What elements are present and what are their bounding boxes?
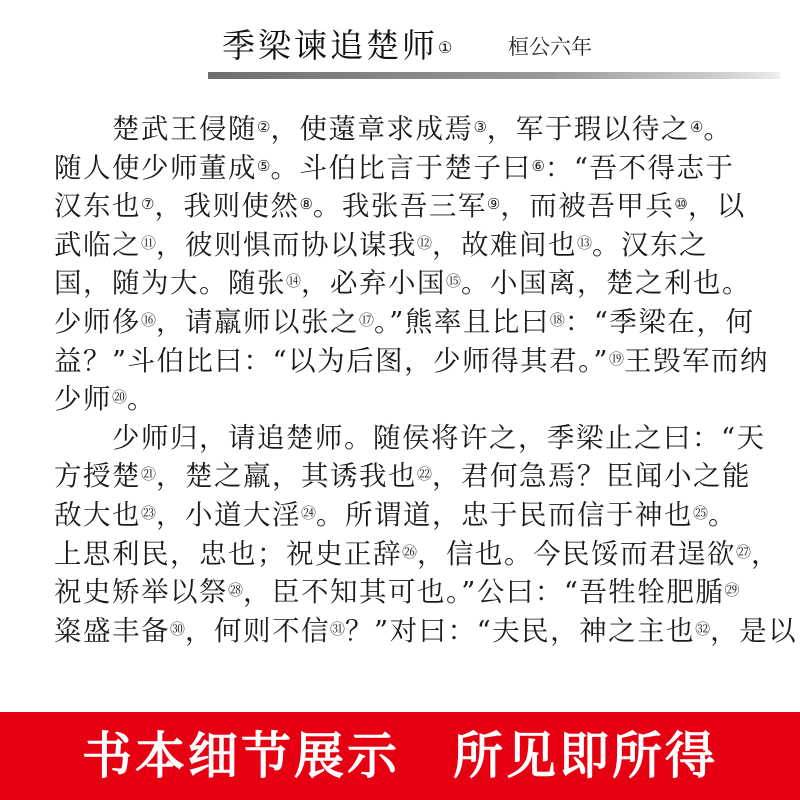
title-text: 季梁谏追楚师 — [222, 26, 438, 65]
text-line — [54, 342, 786, 381]
footnote-marker: ㉛ — [330, 619, 346, 638]
footnote-marker: ⑨ — [486, 195, 501, 214]
text-segment: 。小国离，楚之利也。 — [461, 267, 752, 300]
text-segment: ，故难间也 — [432, 228, 578, 261]
text-line — [54, 149, 786, 188]
text-segment: ，小道大淫 — [156, 498, 302, 531]
footnote-marker: ⑤ — [257, 156, 271, 175]
text-line — [54, 303, 786, 342]
text-segment: ，使薳章求成焉 — [270, 113, 474, 145]
text-segment: ：“吾不得志于 — [544, 151, 735, 184]
text-segment: 益？”斗伯比曰：“以为后图，少师得其君。” — [54, 344, 609, 377]
text-segment: ， — [751, 537, 781, 570]
text-segment: 粢盛丰备 — [54, 614, 170, 647]
text-segment: 。我张吾三军 — [312, 190, 487, 223]
footnote-marker: ⑯ — [141, 310, 157, 329]
text-segment: 。汉东之 — [592, 228, 709, 261]
text-line — [54, 110, 786, 149]
text-segment: ，楚之羸，其诱我也 — [156, 460, 418, 493]
text-segment: 敌大也 — [54, 498, 141, 531]
text-segment: ，我则使然 — [154, 190, 300, 223]
text-segment: ，必弃小国 — [301, 267, 447, 300]
promo-banner — [0, 712, 800, 800]
text-line — [54, 535, 786, 574]
text-segment: 汉东也 — [54, 190, 141, 223]
text-segment: ，信也。今民馁而君逞欲 — [417, 537, 737, 570]
text-segment: 。”熊率且比曰 — [374, 305, 550, 338]
text-segment: ，何则不信 — [185, 614, 331, 647]
text-segment: 少师归，请追楚师。随侯将许之，季梁止之曰：“天 — [54, 421, 766, 454]
text-segment: 少师侈 — [54, 305, 141, 338]
footnote-marker: ④ — [689, 118, 704, 136]
text-segment: ，而被吾甲兵 — [500, 190, 675, 223]
footnote-marker: ⑩ — [674, 195, 688, 214]
text-segment: 国，随为大。随张 — [54, 267, 286, 300]
footnote-marker: ⑥ — [531, 156, 545, 175]
footnote-marker: ⑳ — [112, 388, 128, 407]
text-line — [54, 573, 786, 612]
text-line — [54, 496, 786, 535]
text-segment: 上思利民，忠也；祝史正辞 — [54, 537, 402, 570]
chapter-subtitle: 桓公六年 — [508, 35, 592, 59]
footnote-marker: ② — [257, 118, 271, 136]
footnote-marker: ㉕ — [693, 503, 709, 522]
body-text — [54, 110, 798, 650]
footnote-marker: ⑦ — [141, 195, 155, 214]
footnote-marker: ㉜ — [695, 619, 711, 638]
text-line — [54, 380, 786, 419]
text-segment: 祝史矫举以祭 — [54, 576, 228, 609]
footnote-marker: ㉓ — [141, 503, 157, 522]
footnote-marker: ㉙ — [724, 581, 740, 600]
footnote-marker: ⑱ — [549, 310, 565, 329]
title-footnote-marker: ① — [438, 38, 456, 57]
text-segment: ，君何急焉？臣闻小之能 — [432, 460, 752, 493]
text-segment: 楚武王侵随 — [54, 113, 257, 145]
banner-text: 书本细节展示 所见即所得 — [82, 727, 718, 785]
footnote-marker: ㉗ — [736, 542, 752, 561]
text-segment: ，是以 — [710, 614, 798, 647]
text-segment: 。所谓道，忠于民而信于神也 — [316, 498, 694, 531]
text-segment: 随人使少师董成 — [54, 151, 257, 184]
text-segment: 武临之 — [54, 228, 141, 261]
text-segment: 。斗伯比言于楚子曰 — [270, 151, 532, 184]
footnote-marker: ㉘ — [228, 581, 244, 600]
text-segment: ，彼则惧而协以谋我 — [156, 228, 418, 261]
text-line — [54, 187, 786, 226]
footnote-marker: ⑭ — [286, 272, 302, 291]
text-line — [54, 612, 798, 651]
text-segment: ，臣不知其可也。”公曰：“吾牲牷肥腯 — [243, 576, 725, 609]
footnote-marker: ㉑ — [141, 465, 157, 484]
footnote-marker: ⑪ — [141, 233, 157, 252]
footnote-marker: ③ — [473, 118, 487, 136]
page-title — [222, 26, 455, 66]
footnote-marker: ⑮ — [446, 272, 462, 291]
text-line — [54, 419, 786, 458]
text-segment: ，军于瑕以待之 — [486, 113, 690, 145]
text-segment: ，以 — [687, 190, 746, 223]
header-rule — [208, 72, 780, 79]
footnote-marker: ⑫ — [417, 233, 433, 252]
footnote-marker: ⑧ — [299, 195, 313, 214]
footnote-marker: ⑲ — [608, 349, 624, 368]
text-line — [54, 264, 786, 303]
text-segment: ？”对曰：“夫民，神之主也 — [345, 614, 696, 647]
text-segment: 方授楚 — [54, 460, 141, 493]
footnote-marker: ㉖ — [402, 542, 418, 561]
text-segment: ：“季梁在，何 — [564, 305, 755, 338]
footnote-marker: ㉔ — [301, 503, 317, 522]
footnote-marker: ㉚ — [170, 619, 186, 638]
text-segment: ，请羸师以张之 — [156, 305, 360, 338]
text-segment: 。 — [708, 498, 738, 531]
footnote-marker: ㉒ — [417, 465, 433, 484]
footnote-marker: ⑰ — [359, 310, 375, 329]
page-header — [0, 0, 800, 90]
footnote-marker: ⑬ — [577, 233, 593, 252]
text-segment: 。 — [127, 383, 157, 416]
text-segment: 王毁军而纳 — [623, 344, 769, 377]
text-segment: 。 — [703, 113, 733, 145]
text-segment: 少师 — [54, 383, 112, 416]
text-line — [54, 226, 786, 265]
text-line — [54, 457, 786, 496]
